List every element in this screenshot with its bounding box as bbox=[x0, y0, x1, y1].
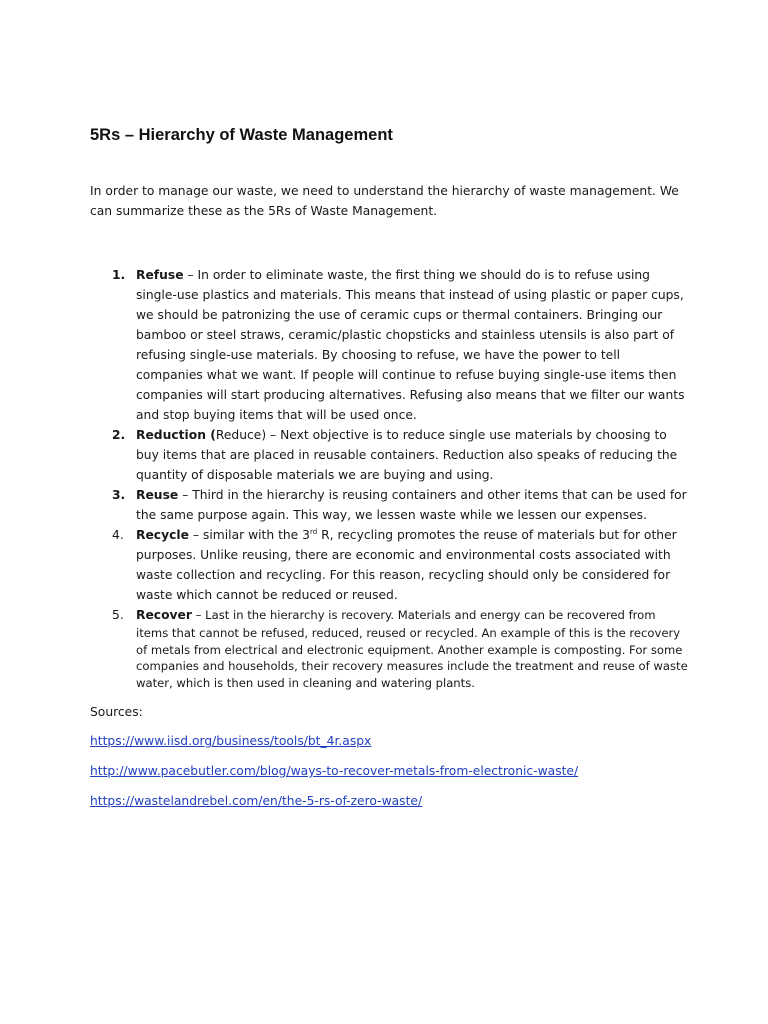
item-term: Reduction ( bbox=[136, 428, 216, 442]
list-number: 3. bbox=[112, 488, 126, 502]
list-item-recycle bbox=[90, 525, 690, 605]
item-term: Reuse bbox=[136, 488, 179, 502]
item-term: Recycle bbox=[136, 528, 189, 542]
intro-paragraph: In order to manage our waste, we need to understand the hierarchy of waste management. We can summarize these as the 5Rs of Waste Management. bbox=[90, 184, 679, 218]
item-text: – similar with the 3 bbox=[188, 528, 310, 542]
rs-list bbox=[90, 265, 690, 691]
page-title: 5Rs – Hierarchy of Waste Management bbox=[90, 126, 393, 144]
list-item-refuse bbox=[90, 265, 690, 425]
item-term: Refuse bbox=[136, 268, 184, 282]
source-link-wastelandrebel[interactable]: https://wastelandrebel.com/en/the-5-rs-of-zero-waste/ bbox=[90, 794, 423, 808]
list-item-recover bbox=[90, 605, 690, 691]
list-number: 4. bbox=[112, 528, 124, 542]
ordinal-suffix: rd bbox=[309, 527, 318, 536]
source-link-pacebutler[interactable]: http://www.pacebutler.com/blog/ways-to-recover-metals-from-electronic-waste/ bbox=[90, 764, 579, 778]
item-text: – Last in the hierarchy is recovery. Materials and energy can be recovered from items that cannot be refused, reduced, reused or recycled. An example of this is the recovery of metals from electrical and electronic equipment. Another example is composting. For some companies and households, their recovery measures include the treatment and reuse of waste water, which is then used in cleaning and watering plants. bbox=[136, 608, 688, 690]
item-text: – In order to eliminate waste, the first thing we should do is to refuse using single-use plastics and materials. This means that instead of using plastic or paper cups, we should be patronizing the use of ceramic cups or thermal containers. Bringing our bamboo or steel straws, ceramic/plastic chopsticks and stainless utensils is also part of refusing single-use materials. By choosing to refuse, we have the power to tell companies what we want. If people will continue to refuse buying single-use items then companies will start producing alternatives. Refusing also means that we filter our wants and stop buying items that will be used once. bbox=[136, 268, 685, 422]
item-term: Recover bbox=[136, 608, 192, 622]
list-item-reduction bbox=[90, 425, 690, 485]
item-text-continued: R, recycling promotes the reuse of materials but for other bbox=[317, 528, 677, 542]
list-number: 5. bbox=[112, 608, 124, 622]
list-number: 2. bbox=[112, 428, 126, 442]
sources-label: Sources: bbox=[90, 705, 143, 719]
item-text-rest: purposes. Unlike reusing, there are economic and environmental costs associated with waste collection and recycling. For this reason, recycling should only be considered for waste which cannot be reduced or reused. bbox=[136, 548, 671, 602]
item-text: Reduce) – Next objective is to reduce single use materials by choosing to buy items that are placed in reusable containers. Reduction also speaks of reducing the quantity of disposable materials we are buying and using. bbox=[136, 428, 678, 482]
list-item-reuse bbox=[90, 485, 690, 525]
source-link-iisd[interactable]: https://www.iisd.org/business/tools/bt_4r.aspx bbox=[90, 734, 372, 748]
list-number: 1. bbox=[112, 268, 126, 282]
item-text: – Third in the hierarchy is reusing containers and other items that can be used for the same purpose again. This way, we lessen waste while we lessen our expenses. bbox=[136, 488, 687, 522]
